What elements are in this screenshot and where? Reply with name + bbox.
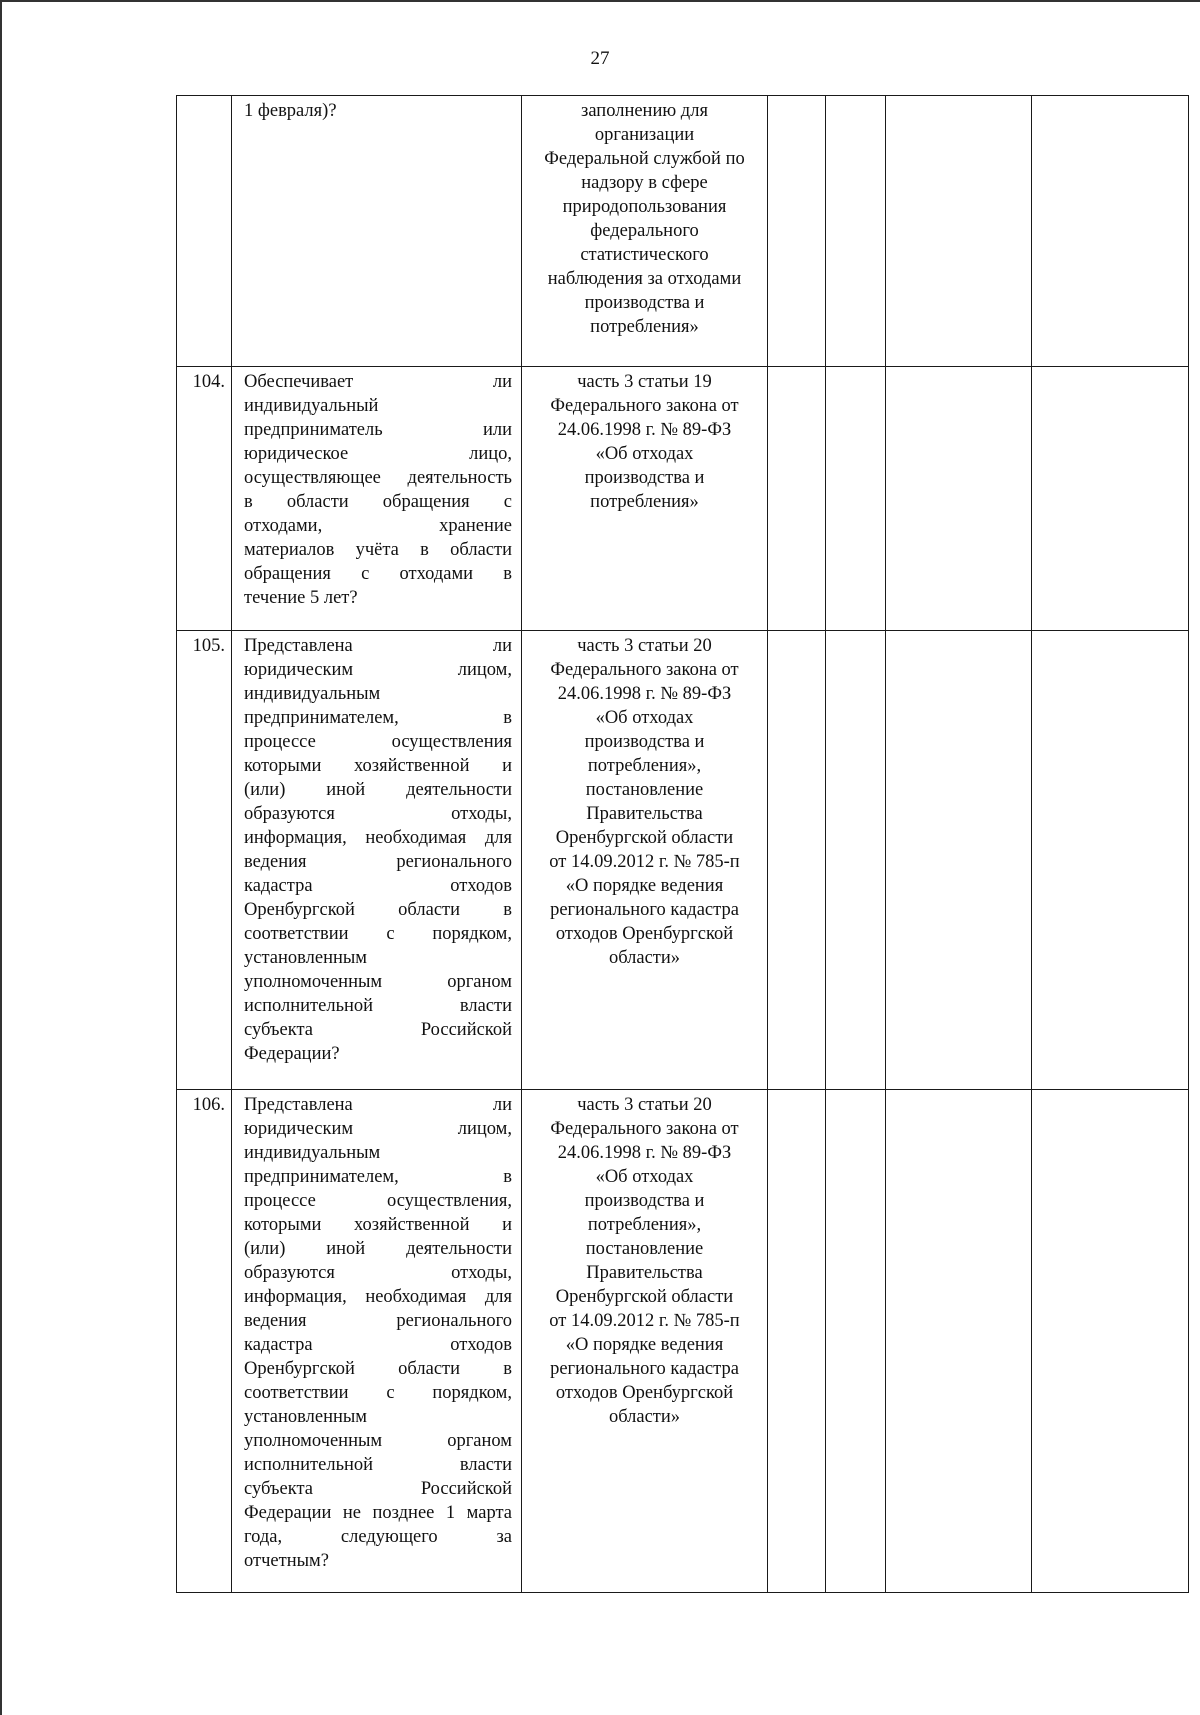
answer-not-applicable-cell: [886, 631, 1032, 1090]
legal-basis-text-line: часть 3 статьи 19: [577, 372, 712, 392]
question-text-line: предпринимателем, в: [244, 708, 512, 728]
answer-yes-cell: [768, 1090, 826, 1593]
legal-basis-text-line: Оренбургской области: [555, 828, 734, 848]
question-text-line: информация, необходимая для: [244, 1287, 512, 1307]
page-number: 27: [590, 48, 610, 69]
question-text-line: уполномоченным органом: [244, 1431, 512, 1451]
note-cell: [1032, 96, 1189, 367]
legal-basis-text-line: постановление: [585, 780, 704, 800]
legal-basis-text-line: 24.06.1998 г. № 89-ФЗ: [557, 420, 732, 440]
answer-yes-cell: [768, 631, 826, 1090]
question-text-line: Федерации не позднее 1 марта: [244, 1503, 512, 1523]
question-text-line: исполнительной власти: [244, 996, 512, 1016]
answer-no-cell: [826, 367, 886, 631]
question-text-line: юридическим лицом,: [244, 1119, 512, 1139]
table-row: [177, 96, 1189, 367]
legal-basis-text-line: статистического: [580, 245, 709, 265]
legal-basis-text-line: часть 3 статьи 20: [577, 1095, 712, 1115]
legal-basis-text-line: от 14.09.2012 г. № 785-п: [549, 1311, 740, 1331]
legal-basis-text-line: Федерального закона от: [550, 660, 739, 680]
answer-not-applicable-cell: [886, 96, 1032, 367]
legal-basis-text-line: Правительства: [586, 1263, 703, 1283]
legal-basis-text-line: природопользования: [562, 197, 727, 217]
legal-basis-text-line: надзору в сфере: [581, 173, 708, 193]
table-row: [177, 1090, 1189, 1593]
legal-basis-text-line: отходов Оренбургской: [555, 1383, 734, 1403]
legal-basis-text-line: «Об отходах: [595, 1167, 694, 1187]
legal-basis-text-line: производства и: [584, 732, 705, 752]
row-number-cell: [177, 96, 232, 367]
legal-basis-text-line: заполнению для: [581, 101, 708, 121]
question-text-line: индивидуальным: [244, 1143, 381, 1163]
question-text-line: кадастра отходов: [244, 1335, 512, 1355]
question-text-line: ведения регионального: [244, 1311, 512, 1331]
question-text-line: отчетным?: [244, 1551, 329, 1571]
question-text-line: установленным: [244, 1407, 368, 1427]
scan-border-left: [0, 0, 2, 1715]
legal-basis-text-line: Оренбургской области: [555, 1287, 734, 1307]
legal-basis-text-line: потребления»,: [587, 756, 702, 776]
row-number-cell: 106.: [177, 1090, 232, 1593]
question-text-line: субъекта Российской: [244, 1479, 512, 1499]
question-text-line: индивидуальный: [244, 396, 379, 416]
answer-yes-cell: [768, 367, 826, 631]
question-text-line: предпринимателем, в: [244, 1167, 512, 1187]
table-row: [177, 631, 1189, 1090]
legal-basis-text-line: 24.06.1998 г. № 89-ФЗ: [557, 1143, 732, 1163]
legal-basis-text-line: потребления»: [590, 492, 699, 512]
question-text-line: юридическим лицом,: [244, 660, 512, 680]
legal-basis-text-line: Федерального закона от: [550, 1119, 739, 1139]
question-text-line: уполномоченным органом: [244, 972, 512, 992]
question-text-line: осуществляющее деятельность: [244, 468, 512, 488]
question-text-line: установленным: [244, 948, 368, 968]
question-cell: [232, 1090, 522, 1593]
question-text-line: субъекта Российской: [244, 1020, 512, 1040]
legal-basis-cell: [522, 367, 768, 631]
legal-basis-text-line: наблюдения за отходами: [547, 269, 742, 289]
question-text-line: которыми хозяйственной и: [244, 756, 512, 776]
legal-basis-text-line: регионального кадастра: [550, 1359, 739, 1379]
checklist-table: [176, 95, 1189, 1593]
question-cell: [232, 631, 522, 1090]
question-text-line: в области обращения с: [244, 492, 512, 512]
legal-basis-text-line: производства и: [584, 293, 705, 313]
question-text-line: Представлена ли: [244, 1095, 512, 1115]
answer-not-applicable-cell: [886, 367, 1032, 631]
legal-basis-text-line: регионального кадастра: [550, 900, 739, 920]
legal-basis-text-line: отходов Оренбургской: [555, 924, 734, 944]
question-text-line: материалов учёта в области: [244, 540, 512, 560]
question-text-line: исполнительной власти: [244, 1455, 512, 1475]
scan-border-top: [0, 0, 1200, 2]
legal-basis-text-line: 24.06.1998 г. № 89-ФЗ: [557, 684, 732, 704]
question-text-line: образуются отходы,: [244, 1263, 512, 1283]
question-text-line: юридическое лицо,: [244, 444, 512, 464]
question-text-line: ведения регионального: [244, 852, 512, 872]
legal-basis-cell: [522, 1090, 768, 1593]
legal-basis-text-line: постановление: [585, 1239, 704, 1259]
legal-basis-cell: [522, 96, 768, 367]
question-text-line: образуются отходы,: [244, 804, 512, 824]
question-text-line: Обеспечивает ли: [244, 372, 512, 392]
table-row: [177, 367, 1189, 631]
row-number-cell: 104.: [177, 367, 232, 631]
question-text-line: которыми хозяйственной и: [244, 1215, 512, 1235]
legal-basis-text-line: организации: [594, 125, 695, 145]
legal-basis-text-line: Правительства: [586, 804, 703, 824]
question-text-line: предприниматель или: [244, 420, 512, 440]
question-cell: [232, 96, 522, 367]
question-cell: [232, 367, 522, 631]
answer-yes-cell: [768, 96, 826, 367]
legal-basis-text-line: потребления»,: [587, 1215, 702, 1235]
legal-basis-text-line: области»: [608, 948, 681, 968]
answer-no-cell: [826, 1090, 886, 1593]
question-text-line: (или) иной деятельности: [244, 1239, 512, 1259]
note-cell: [1032, 631, 1189, 1090]
question-text-line: Федерации?: [244, 1044, 340, 1064]
legal-basis-text-line: области»: [608, 1407, 681, 1427]
legal-basis-text-line: от 14.09.2012 г. № 785-п: [549, 852, 740, 872]
question-text-line: Оренбургской области в: [244, 900, 512, 920]
question-text-line: года, следующего за: [244, 1527, 512, 1547]
question-text-line: 1 февраля)?: [244, 101, 337, 121]
note-cell: [1032, 1090, 1189, 1593]
question-text-line: Оренбургской области в: [244, 1359, 512, 1379]
question-text-line: индивидуальным: [244, 684, 381, 704]
checklist-table-body: [177, 96, 1189, 1593]
question-text-line: отходами, хранение: [244, 516, 512, 536]
question-text-line: соответствии с порядком,: [244, 1383, 512, 1403]
legal-basis-text-line: часть 3 статьи 20: [577, 636, 712, 656]
question-text-line: процессе осуществления,: [244, 1191, 512, 1211]
legal-basis-text-line: производства и: [584, 1191, 705, 1211]
legal-basis-text-line: «О порядке ведения: [565, 1335, 724, 1355]
question-text-line: информация, необходимая для: [244, 828, 512, 848]
legal-basis-text-line: федерального: [590, 221, 699, 241]
legal-basis-text-line: Федерального закона от: [550, 396, 739, 416]
answer-no-cell: [826, 96, 886, 367]
answer-no-cell: [826, 631, 886, 1090]
legal-basis-cell: [522, 631, 768, 1090]
question-text-line: течение 5 лет?: [244, 588, 358, 608]
legal-basis-text-line: потребления»: [590, 317, 699, 337]
legal-basis-text-line: производства и: [584, 468, 705, 488]
row-number-cell: 105.: [177, 631, 232, 1090]
answer-not-applicable-cell: [886, 1090, 1032, 1593]
legal-basis-text-line: «О порядке ведения: [565, 876, 724, 896]
legal-basis-text-line: Федеральной службой по: [544, 149, 745, 169]
question-text-line: соответствии с порядком,: [244, 924, 512, 944]
legal-basis-text-line: «Об отходах: [595, 708, 694, 728]
question-text-line: Представлена ли: [244, 636, 512, 656]
question-text-line: кадастра отходов: [244, 876, 512, 896]
question-text-line: обращения с отходами в: [244, 564, 512, 584]
note-cell: [1032, 367, 1189, 631]
legal-basis-text-line: «Об отходах: [595, 444, 694, 464]
question-text-line: процессе осуществления: [244, 732, 512, 752]
question-text-line: (или) иной деятельности: [244, 780, 512, 800]
